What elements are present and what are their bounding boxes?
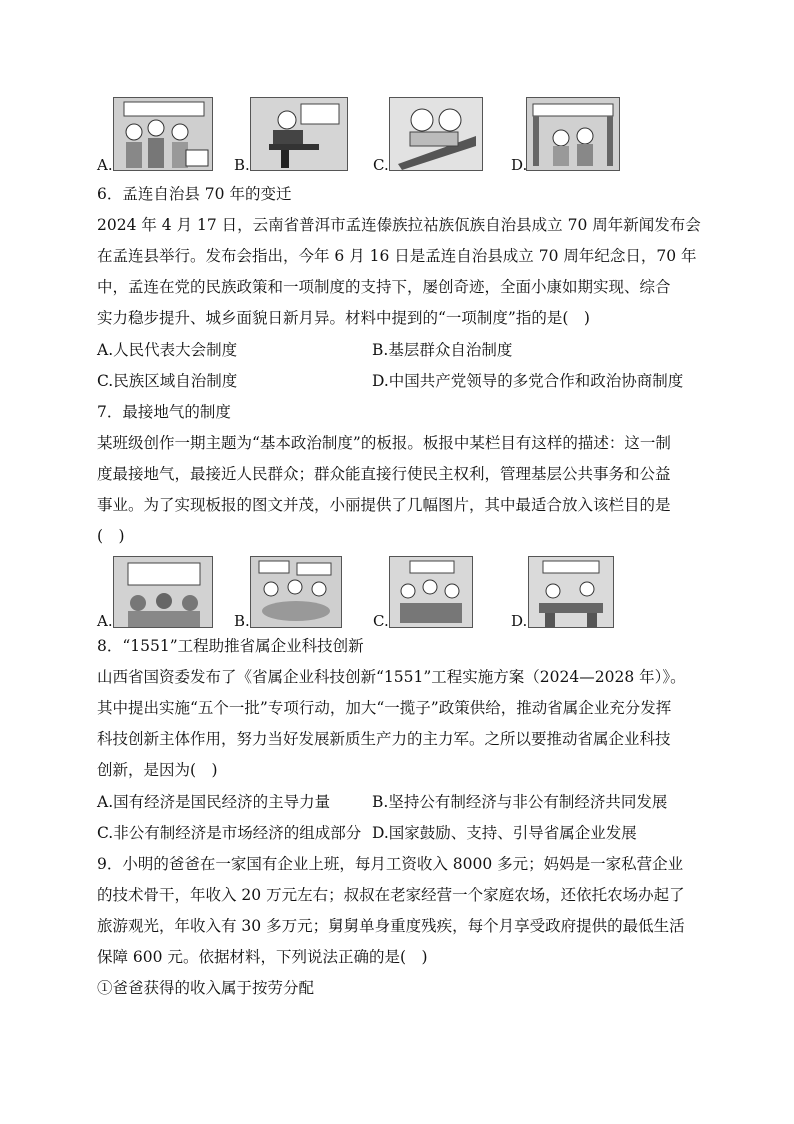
q6-option-a[interactable]: A.人民代表大会制度	[97, 341, 238, 359]
q6-option-d[interactable]: D.中国共产党领导的多党合作和政治协商制度	[372, 372, 684, 390]
q9-statement-1: ①爸爸获得的收入属于按劳分配	[97, 979, 315, 997]
q7-option-a[interactable]: A.	[97, 612, 113, 630]
q6-option-c[interactable]: C.民族区域自治制度	[97, 372, 238, 390]
q6-text-line: 在孟连县举行。发布会指出，今年 6 月 16 日是孟连自治县成立 70 周年纪念日，70 年	[97, 247, 697, 265]
q7-title: 7．最接地气的制度	[97, 403, 231, 421]
q5-picture-a	[113, 97, 213, 171]
q5-picture-d	[526, 97, 620, 171]
q6-title: 6．孟连自治县 70 年的变迁	[97, 185, 292, 203]
q7-picture-c	[389, 556, 473, 628]
q8-option-b[interactable]: B.坚持公有制经济与非公有制经济共同发展	[372, 793, 668, 811]
q5-picture-c	[389, 97, 483, 171]
q5-option-a[interactable]: A.	[97, 156, 113, 174]
q8-text-line: 创新，是因为( )	[97, 761, 218, 779]
q9-text-line: 旅游观光，年收入有 30 多万元；舅舅单身重度残疾，每个月享受政府提供的最低生活	[97, 917, 685, 935]
q7-text-line: ( )	[97, 527, 125, 545]
q9-text-line: 保障 600 元。依据材料，下列说法正确的是( )	[97, 948, 428, 966]
q7-text-line: 事业。为了实现板报的图文并茂，小丽提供了几幅图片，其中最适合放入该栏目的是	[97, 496, 671, 514]
q5-option-d[interactable]: D.	[511, 156, 528, 174]
q5-option-c[interactable]: C.	[373, 156, 389, 174]
q8-title: 8．“1551”工程助推省属企业科技创新	[97, 637, 364, 655]
q7-option-c[interactable]: C.	[373, 612, 389, 630]
q5-option-b[interactable]: B.	[234, 156, 250, 174]
q7-picture-b	[250, 556, 342, 628]
q7-picture-a	[113, 556, 213, 628]
q7-picture-d	[528, 556, 614, 628]
q9-text-line: 的技术骨干，年收入 20 万元左右；叔叔在老家经营一个家庭农场，还依托农场办起了	[97, 886, 685, 904]
q8-text-line: 其中提出实施“五个一批”专项行动，加大“一揽子”政策供给，推动省属企业充分发挥	[97, 699, 672, 717]
q6-option-b[interactable]: B.基层群众自治制度	[372, 341, 513, 359]
q8-option-c[interactable]: C.非公有制经济是市场经济的组成部分	[97, 824, 362, 842]
q9-text-line: 9．小明的爸爸在一家国有企业上班，每月工资收入 8000 多元；妈妈是一家私营企业	[97, 855, 684, 873]
q8-option-a[interactable]: A.国有经济是国民经济的主导力量	[97, 793, 331, 811]
q7-text-line: 某班级创作一期主题为“基本政治制度”的板报。板报中某栏目有这样的描述：这一制	[97, 434, 671, 452]
q6-text-line: 中，孟连在党的民族政策和一项制度的支持下，屡创奇迹，全面小康如期实现、综合	[97, 278, 671, 296]
q8-option-d[interactable]: D.国家鼓励、支持、引导省属企业发展	[372, 824, 637, 842]
q5-picture-b	[250, 97, 348, 171]
q6-text-line: 实力稳步提升、城乡面貌日新月异。材料中提到的“一项制度”指的是( )	[97, 309, 590, 327]
q8-text-line: 山西省国资委发布了《省属企业科技创新“1551”工程实施方案（2024—2028 年）》。	[97, 668, 686, 686]
q8-text-line: 科技创新主体作用，努力当好发展新质生产力的主力军。之所以要推动省属企业科技	[97, 730, 671, 748]
q7-option-b[interactable]: B.	[234, 612, 250, 630]
q6-text-line: 2024 年 4 月 17 日，云南省普洱市孟连傣族拉祜族佤族自治县成立 70 周年新闻发布会	[97, 216, 701, 234]
q7-option-d[interactable]: D.	[511, 612, 528, 630]
q7-text-line: 度最接地气，最接近人民群众；群众能直接行使民主权利，管理基层公共事务和公益	[97, 465, 671, 483]
